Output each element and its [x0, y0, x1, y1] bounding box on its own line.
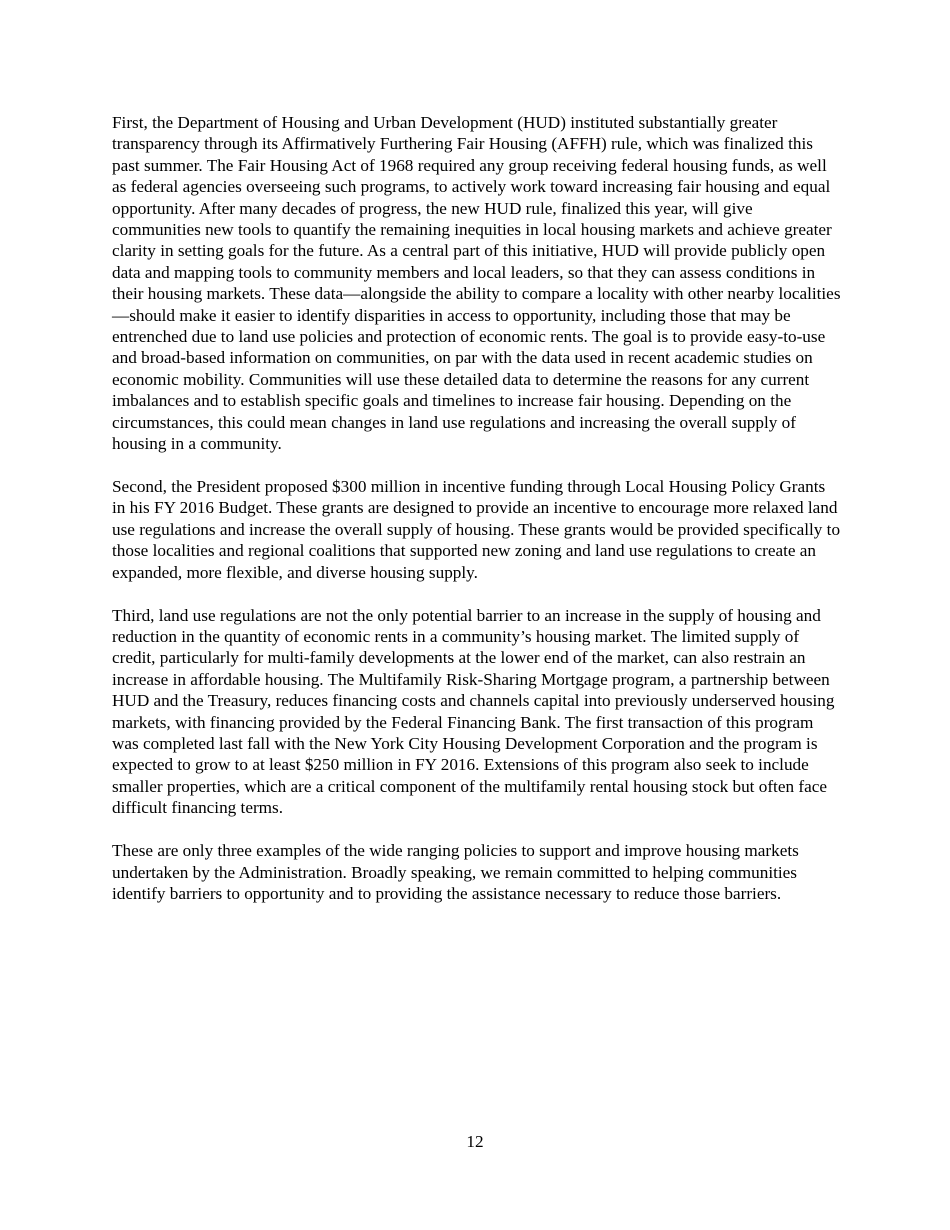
paragraph-affh-rule: First, the Department of Housing and Urban Development (HUD) instituted substantially greater transparency through its Affirmatively Furthering Fair Housing (AFFH) rule, which was finalized this past summer. The Fair Housing Act of 1968 required any group receiving federal housing funds, as well as federal agencies overseeing such programs, to actively work toward increasing fair housing and equal opportunity. After many decades of progress, the new HUD rule, finalized this year, will give communities new tools to quantify the remaining inequities in local housing markets and achieve greater clarity in setting goals for the future. As a central part of this initiative, HUD will provide publicly open data and mapping tools to community members and local leaders, so that they can assess conditions in their housing markets. These data—alongside the ability to compare a locality with other nearby localities—should make it easier to identify disparities in access to opportunity, including those that may be entrenched due to land use policies and protection of economic rents. The goal is to provide easy-to-use and broad-based information on communities, on par with the data used in recent academic studies on economic mobility. Communities will use these detailed data to determine the reasons for any current imbalances and to establish specific goals and timelines to increase fair housing. Depending on the circumstances, this could mean changes in land use regulations and increasing the overall supply of housing in a community. [112, 113, 841, 454]
paragraph-risk-sharing-program: Third, land use regulations are not the only potential barrier to an increase in the supply of housing and reduction in the quantity of economic rents in a community’s housing market. The limited supply of credit, particularly for multi-family developments at the lower end of the market, can also restrain an increase in affordable housing. The Multifamily Risk-Sharing Mortgage program, a partnership between HUD and the Treasury, reduces financing costs and channels capital into previously underserved housing markets, with financing provided by the Federal Financing Bank. The first transaction of this program was completed last fall with the New York City Housing Development Corporation and the program is expected to grow to at least $250 million in FY 2016. Extensions of this program also seek to include smaller properties, which are a critical component of the multifamily rental housing stock but often face difficult financing terms. [112, 605, 835, 818]
paragraph-conclusion: These are only three examples of the wide ranging policies to support and improve housing markets undertaken by the Administration. Broadly speaking, we remain committed to helping communities identify barriers to opportunity and to providing the assistance necessary to reduce those barriers. [112, 841, 799, 903]
document-body [112, 112, 842, 926]
page-number: 12 [466, 1132, 484, 1151]
paragraph-local-housing-grants: Second, the President proposed $300 million in incentive funding through Local Housing Policy Grants in his FY 2016 Budget. These grants are designed to provide an incentive to encourage more relaxed land use regulations and increase the overall supply of housing. These grants would be provided specifically to those localities and regional coalitions that supported new zoning and land use regulations to create an expanded, more flexible, and diverse housing supply. [112, 477, 841, 582]
